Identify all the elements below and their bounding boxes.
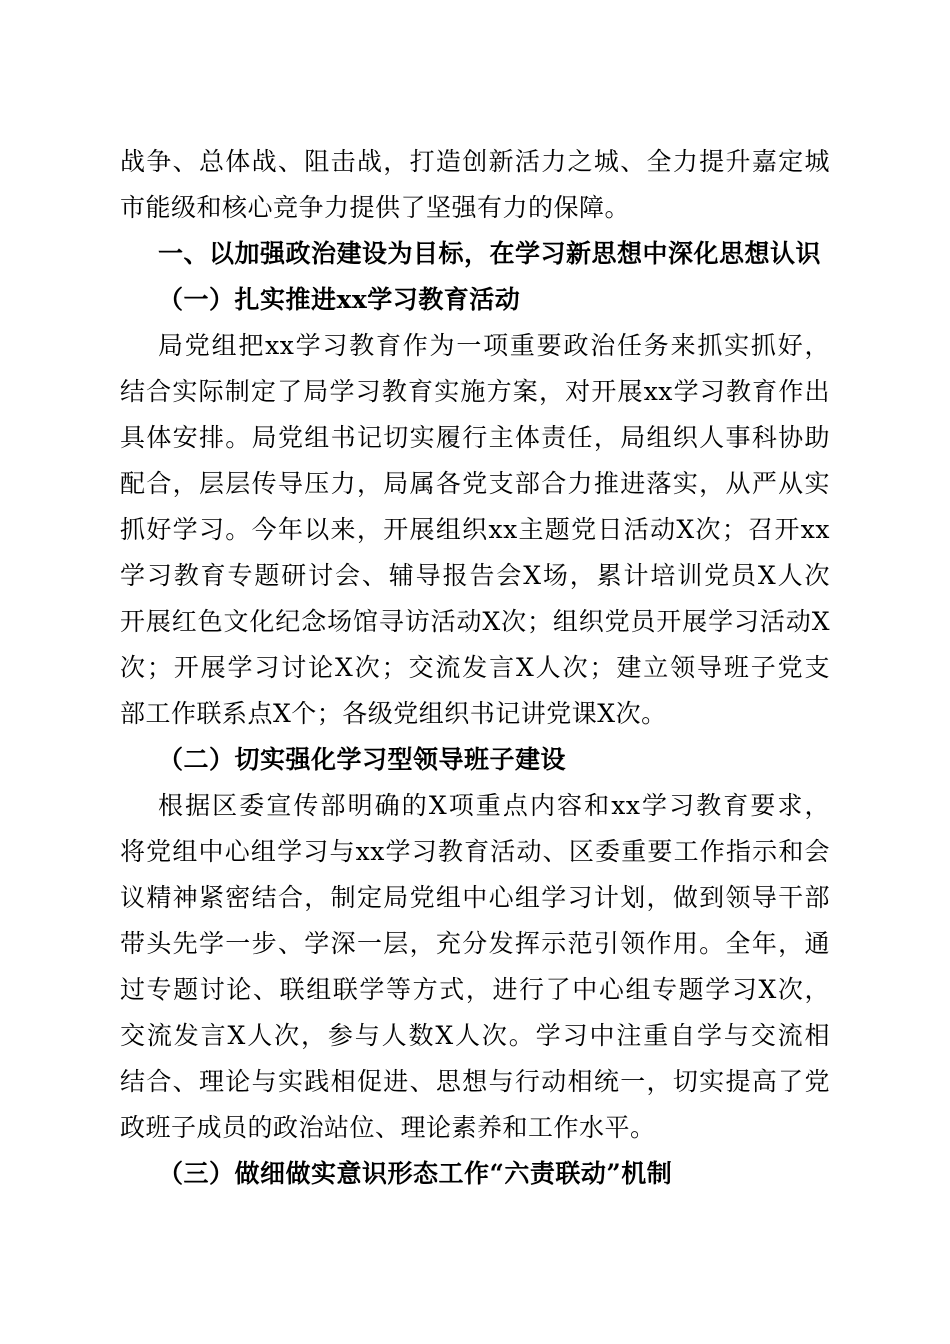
section-1-heading: 一、以加强政治建设为目标，在学习新思想中深化思想认识: [158, 239, 822, 268]
subsection-2-line-7: 结合、理论与实践相促进、思想与行动相统一，切实提高了党: [120, 1067, 830, 1096]
subsection-1-line-3: 具体安排。局党组书记切实履行主体责任，局组织人事科协助: [120, 423, 830, 452]
subsection-1-heading: （一）扎实推进xx学习教育活动: [158, 285, 521, 314]
subsection-2-line-6: 交流发言X人次，参与人数X人次。学习中注重自学与交流相: [120, 1021, 830, 1050]
continuation-line-2: 市能级和核心竞争力提供了坚强有力的保障。: [120, 193, 631, 222]
subsection-2-line-1: 根据区委宣传部明确的X项重点内容和xx学习教育要求，: [158, 791, 830, 820]
subsection-1-line-5: 抓好学习。今年以来，开展组织xx主题党日活动X次；召开xx: [120, 515, 830, 544]
subsection-3-heading: （三）做细做实意识形态工作“六责联动”机制: [158, 1159, 673, 1188]
subsection-2-line-3: 议精神紧密结合，制定局党组中心组学习计划，做到领导干部: [120, 883, 830, 912]
subsection-1-line-6: 学习教育专题研讨会、辅导报告会X场，累计培训党员X人次: [120, 561, 830, 590]
subsection-2-line-2: 将党组中心组学习与xx学习教育活动、区委重要工作指示和会: [120, 837, 830, 866]
subsection-1-line-1: 局党组把xx学习教育作为一项重要政治任务来抓实抓好，: [158, 331, 830, 360]
subsection-1-line-8: 次；开展学习讨论X次；交流发言X人次；建立领导班子党支: [120, 653, 830, 682]
continuation-line-1: 战争、总体战、阻击战，打造创新活力之城、全力提升嘉定城: [120, 147, 830, 176]
subsection-1-line-7: 开展红色文化纪念场馆寻访活动X次；组织党员开展学习活动X: [120, 607, 830, 636]
subsection-2-line-5: 过专题讨论、联组联学等方式，进行了中心组专题学习X次，: [120, 975, 830, 1004]
subsection-1-line-9: 部工作联系点X个；各级党组织书记讲党课X次。: [120, 699, 667, 728]
subsection-2-line-8: 政班子成员的政治站位、理论素养和工作水平。: [120, 1113, 656, 1142]
subsection-2-line-4: 带头先学一步、学深一层，充分发挥示范引领作用。全年，通: [120, 929, 830, 958]
subsection-2-heading: （二）切实强化学习型领导班子建设: [158, 745, 567, 774]
subsection-1-line-2: 结合实际制定了局学习教育实施方案，对开展xx学习教育作出: [120, 377, 830, 406]
subsection-1-line-4: 配合，层层传导压力，局属各党支部合力推进落实，从严从实: [120, 469, 830, 498]
